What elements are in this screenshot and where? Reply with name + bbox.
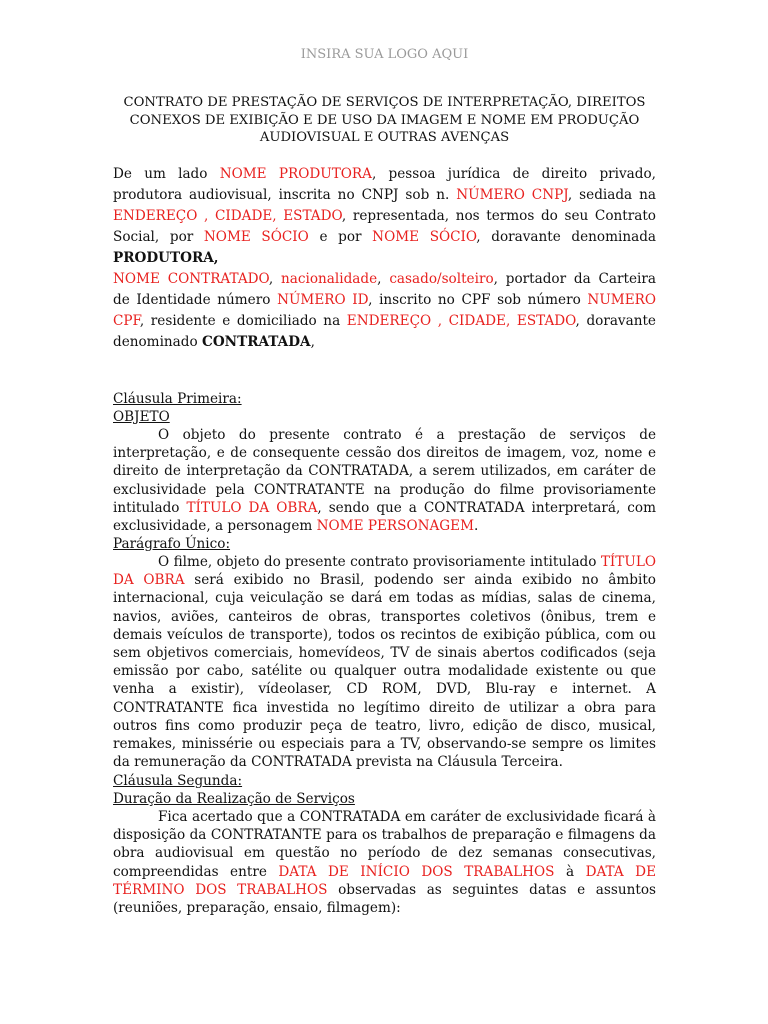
- titulo-obra-field: TÍTULO DA OBRA: [186, 499, 318, 516]
- numero-cnpj-field: NÚMERO CNPJ: [456, 187, 568, 203]
- duracao-subheading: Duração da Realização de Serviços: [113, 791, 355, 807]
- party-produtora-paragraph: De um lado NOME PRODUTORA, pessoa jurídica de direito privado, produtora audiovisual, inscrita no CNPJ sob n. NÚMERO CNPJ, sediada na ENDEREÇO , CIDADE, ESTADO, representada, nos termos do seu Contrato Social, por NOME SÓCIO e por NOME SÓCIO, doravante denominada PRODUTORA,: [113, 166, 657, 266]
- nome-socio-field-2: NOME SÓCIO: [372, 229, 477, 245]
- titulo-obra-field-2: TÍTULO DA OBRA: [113, 554, 656, 589]
- endereco-contratado-field: ENDEREÇO , CIDADE, ESTADO: [346, 313, 576, 329]
- title-line-1: CONTRATO DE PRESTAÇÃO DE SERVIÇOS DE INTERPRETAÇÃO, DIREITOS: [123, 95, 646, 110]
- contract-title: [113, 94, 656, 147]
- paragrafo-unico-heading: Parágrafo Único:: [113, 536, 231, 552]
- title-line-3: AUDIOVISUAL E OUTRAS AVENÇAS: [259, 130, 510, 145]
- produtora-term: PRODUTORA,: [113, 250, 219, 266]
- nome-personagem-field: NOME PERSONAGEM: [316, 518, 475, 535]
- objeto-subheading: OBJETO: [113, 409, 170, 425]
- paragrafo-unico-text: O filme, objeto do presente contrato provisoriamente intitulado TÍTULO DA OBRA será exibido no Brasil, podendo ser ainda exibido no âmbito internacional, cuja veiculação se dará em todas as mídias, salas de cinema, navios, aviões, canteiros de obras, transportes coletivos (ônibus, trem e demais veículos de transporte), todos os recintos de exibição pública, com ou sem objetivos comerciais, homevídeos, TV de sinais abertos codificados (seja emissão por cabo, satélite ou qualquer outra modalidade existente ou que venha a existir), vídeolaser, CD ROM, DVD, Blu-ray e internet. A CONTRATANTE fica investida no legítimo direito de utilizar a obra para outros fins como produzir peça de teatro, livro, edição de disco, musical, remakes, minissérie ou especiais para a TV, observando-se sempre os limites da remuneração da CONTRATADA prevista na Cláusula Terceira.: [113, 554, 656, 771]
- endereco-produtora-field: ENDEREÇO , CIDADE, ESTADO: [113, 208, 342, 224]
- nome-socio-field-1: NOME SÓCIO: [203, 229, 309, 245]
- nome-produtora-field: NOME PRODUTORA: [219, 166, 372, 182]
- data-inicio-field: DATA DE INÍCIO DOS TRABALHOS: [278, 863, 555, 880]
- clausula-primeira-heading: Cláusula Primeira:: [113, 391, 242, 407]
- nome-contratado-field: NOME CONTRATADO: [113, 271, 269, 287]
- title-line-2: CONEXOS DE EXIBIÇÃO E DE USO DA IMAGEM E NOME EM PRODUÇÃO: [129, 112, 640, 128]
- clausula-segunda-text: Fica acertado que a CONTRATADA em caráter de exclusividade ficará à disposição da CONTRATANTE para os trabalhos de preparação e filmagens da obra audiovisual em questão no período de dez semanas consecutivas, compreendidas entre DATA DE INÍCIO DOS TRABALHOS à DATA DE TÉRMINO DOS TRABALHOS observadas as seguintes datas e assuntos (reuniões, preparação, ensaio, filmagem):: [113, 809, 657, 917]
- party-contratado-paragraph: NOME CONTRATADO, nacionalidade, casado/solteiro, portador da Carteira de Identidade número NÚMERO ID, inscrito no CPF sob número NUMERO CPF, residente e domiciliado na ENDEREÇO , CIDADE, ESTADO, doravante denominado CONTRATADA,: [113, 271, 656, 350]
- numero-cpf-field: NUMERO CPF: [113, 292, 656, 329]
- clausula-primeira-text: O objeto do presente contrato é a prestação de serviços de interpretação, e de consequente cessão dos direitos de imagem, voz, nome e direito de interpretação da CONTRATADA, a serem utilizados, em caráter de exclusividade pela CONTRATANTE na produção do filme provisoriamente intitulado TÍTULO DA OBRA, sendo que a CONTRATADA interpretará, com exclusividade, a personagem NOME PERSONAGEM.: [113, 427, 656, 535]
- data-termino-field: DATA DE TÉRMINO DOS TRABALHOS: [113, 863, 657, 898]
- contratada-term: CONTRATADA: [202, 334, 311, 350]
- clausula-segunda-heading: Cláusula Segunda:: [113, 773, 243, 789]
- nacionalidade-field: nacionalidade: [281, 271, 378, 287]
- numero-id-field: NÚMERO ID: [277, 292, 369, 308]
- estado-civil-field: casado/solteiro: [389, 271, 494, 287]
- logo-placeholder: INSIRA SUA LOGO AQUI: [300, 47, 469, 62]
